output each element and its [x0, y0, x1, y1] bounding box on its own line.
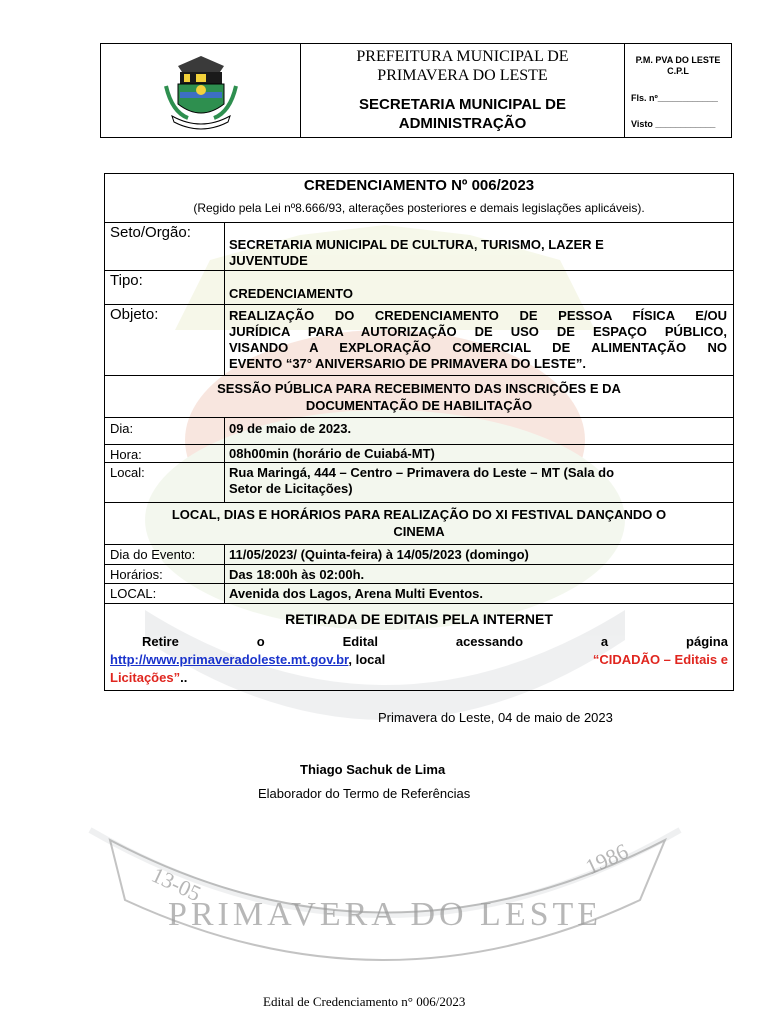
retirada-row — [105, 603, 733, 692]
prefeitura-title: PREFEITURA MUNICIPAL DE PRIMAVERA DO LESTE — [356, 48, 569, 84]
header-title-block — [301, 44, 625, 137]
festival-row — [105, 502, 733, 544]
retire-word: Retire — [142, 634, 179, 649]
local-row — [105, 462, 733, 502]
local-word: , local — [348, 652, 386, 667]
tipo-value: CREDENCIAMENTO — [229, 286, 353, 301]
page-footer: Edital de Credenciamento n° 006/2023 — [263, 994, 466, 1009]
a-word: a — [600, 634, 609, 649]
evento-row — [105, 544, 733, 564]
notice-subtitle: (Regido pela Lei nº8.666/93, alterações posteriores e demais legislações aplicáveis). — [193, 201, 645, 215]
evento-value: 11/05/2023/ (Quinta-feira) à 14/05/2023 (domingo) — [229, 547, 529, 562]
seal-date-left: 13-05 — [147, 861, 205, 907]
dia-row — [105, 417, 733, 444]
local2-value: Avenida dos Lagos, Arena Multi Eventos. — [229, 586, 484, 601]
fls-field: Fls. nº____________ — [631, 93, 718, 103]
secretaria-title: SECRETARIA MUNICIPAL DE ADMINISTRAÇÃO — [359, 96, 566, 132]
local2-label: LOCAL: — [105, 584, 225, 603]
licitacoes-text: Licitações” — [110, 670, 181, 685]
licitacoes-line — [110, 669, 728, 687]
visto-field: Visto ____________ — [631, 119, 716, 129]
hora-row — [105, 444, 733, 462]
horarios-value: Das 18:00h às 02:00h. — [229, 567, 365, 582]
place-date: Primavera do Leste, 04 de maio de 2023 — [378, 710, 613, 725]
festival-heading: LOCAL, DIAS E HORÁRIOS PARA REALIZAÇÃO DO XI FESTIVAL DANÇANDO O CINEMA — [171, 507, 667, 539]
horarios-label: Horários: — [105, 565, 225, 583]
signer-role: Elaborador do Termo de Referências — [258, 786, 471, 801]
seto-row — [105, 222, 733, 270]
cidadao-text: “CIDADÃO – Editais e — [592, 652, 728, 667]
link-line — [110, 651, 728, 669]
objeto-row — [105, 304, 733, 375]
seto-value: SECRETARIA MUNICIPAL DE CULTURA, TURISMO, LAZER E JUVENTUDE — [229, 237, 604, 268]
seal-text: PRIMAVERA DO LESTE — [167, 896, 603, 933]
tipo-label: Tipo: — [105, 271, 225, 304]
sessao-heading: SESSÃO PÚBLICA PARA RECEBIMENTO DAS INSCRIÇÕES E DA DOCUMENTAÇÃO DE HABILITAÇÃO — [217, 381, 621, 413]
pagina-word: página — [686, 634, 728, 649]
website-link[interactable]: http://www.primaveradoleste.mt.gov.br — [110, 652, 349, 667]
coat-of-arms-icon — [158, 52, 244, 130]
coat-of-arms-logo — [101, 44, 301, 137]
retirada-text — [110, 633, 728, 687]
o-word: o — [256, 634, 265, 649]
evento-label: Dia do Evento: — [105, 545, 225, 564]
objeto-label: Objeto: — [105, 305, 225, 375]
retire-line — [110, 633, 728, 651]
document-header — [100, 43, 732, 138]
seal-date-right: 1986 — [581, 838, 632, 880]
tipo-row — [105, 270, 733, 304]
credenciamento-table — [104, 173, 734, 691]
pm-label: P.M. PVA DO LESTE C.P.L — [635, 55, 721, 76]
local2-row — [105, 583, 733, 603]
retirada-heading: RETIRADA DE EDITAIS PELA INTERNET — [285, 611, 553, 627]
dia-value: 09 de maio de 2023. — [229, 421, 352, 436]
local-label: Local: — [105, 463, 225, 502]
signer-name: Thiago Sachuk de Lima — [300, 762, 446, 777]
acessando-word: acessando — [455, 634, 524, 649]
notice-title: CREDENCIAMENTO Nº 006/2023 — [303, 177, 535, 194]
header-stamp-block — [625, 44, 731, 137]
horarios-row — [105, 564, 733, 583]
hora-label: Hora: — [105, 445, 225, 462]
objeto-value: REALIZAÇÃO DO CREDENCIAMENTO DE PESSOA FÍSICA E/OU JURÍDICA PARA AUTORIZAÇÃO DE USO DE ESPAÇO PÚBLICO, VISANDO A EXPLORAÇÃO COMERCIAL DE ALIMENTAÇÃO NO EVENTO “37° ANIVERSARIO DE PRIMAVERA DO LESTE”. — [229, 308, 727, 371]
dia-label: Dia: — [105, 418, 225, 444]
edital-word: Edital — [342, 634, 378, 649]
title-row — [105, 174, 733, 222]
hora-value: 08h00min (horário de Cuiabá-MT) — [229, 446, 435, 461]
seto-label: Seto/Orgão: — [105, 223, 225, 270]
sessao-row — [105, 375, 733, 417]
licitacoes-tail: .. — [180, 670, 188, 685]
local-value: Rua Maringá, 444 – Centro – Primavera do Leste – MT (Sala do Setor de Licitações) — [229, 465, 615, 496]
